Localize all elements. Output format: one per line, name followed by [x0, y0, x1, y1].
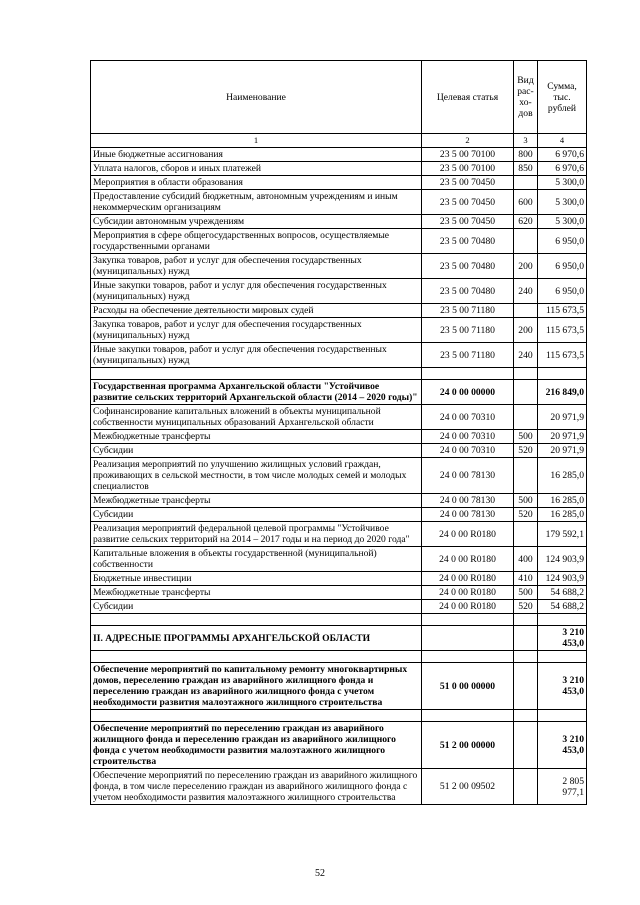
table-row: [91, 343, 587, 368]
row-name: Обеспечение мероприятий по переселению граждан из аварийного жилищного фонда и переселению граждан из аварийного жилищного фонда с учетом необходимости развития малоэтажного жилищного строительства: [91, 722, 422, 769]
row-expense-kind: 600: [514, 190, 538, 215]
row-expense-kind: 410: [514, 572, 538, 586]
row-expense-kind: [514, 304, 538, 318]
row-name: Иные бюджетные ассигнования: [91, 148, 422, 162]
row-name: Софинансирование капитальных вложений в объекты муниципальной собственности муниципальных образований Архангельской области: [91, 405, 422, 430]
row-target-article: 23 5 00 71180: [422, 343, 514, 368]
table-row: [91, 626, 587, 651]
index-4: 4: [538, 134, 587, 148]
row-sum: 179 592,1: [538, 522, 587, 547]
row-target-article: [422, 710, 514, 722]
table-row: [91, 458, 587, 494]
row-name: Иные закупки товаров, работ и услуг для обеспечения государственных (муниципальных) нужд: [91, 279, 422, 304]
index-3: 3: [514, 134, 538, 148]
row-sum: [538, 368, 587, 380]
row-name: Государственная программа Архангельской области "Устойчивое развитие сельских территорий Архангельской области (2014 – 2020 годы)": [91, 380, 422, 405]
row-name: Обеспечение мероприятий по переселению граждан из аварийного жилищного фонда, в том числе переселению граждан из аварийного жилищного фонда с учетом необходимости развития малоэтажного жилищного строительства: [91, 769, 422, 805]
row-sum: 16 285,0: [538, 508, 587, 522]
row-name: Межбюджетные трансферты: [91, 494, 422, 508]
row-name: Иные закупки товаров, работ и услуг для обеспечения государственных (муниципальных) нужд: [91, 343, 422, 368]
row-expense-kind: 240: [514, 343, 538, 368]
row-expense-kind: 500: [514, 494, 538, 508]
table-row: [91, 586, 587, 600]
row-sum: 2 805 977,1: [538, 769, 587, 805]
table-row: [91, 722, 587, 769]
row-target-article: 23 5 00 70450: [422, 215, 514, 229]
row-sum: 6 970,6: [538, 148, 587, 162]
row-expense-kind: [514, 614, 538, 626]
row-sum: 5 300,0: [538, 176, 587, 190]
row-expense-kind: 800: [514, 148, 538, 162]
row-name: Субсидии: [91, 600, 422, 614]
row-sum: [538, 710, 587, 722]
table-row: [91, 405, 587, 430]
row-target-article: 24 0 00 R0180: [422, 572, 514, 586]
row-sum: 115 673,5: [538, 343, 587, 368]
row-sum: 16 285,0: [538, 494, 587, 508]
table-row: [91, 508, 587, 522]
budget-table: [90, 60, 587, 805]
table-row: [91, 494, 587, 508]
row-target-article: 23 5 00 70480: [422, 229, 514, 254]
row-target-article: [422, 651, 514, 663]
row-expense-kind: [514, 176, 538, 190]
table-row: [91, 229, 587, 254]
row-expense-kind: [514, 710, 538, 722]
row-expense-kind: 240: [514, 279, 538, 304]
row-name: [91, 651, 422, 663]
row-expense-kind: 520: [514, 600, 538, 614]
row-expense-kind: [514, 458, 538, 494]
row-target-article: 23 5 00 70450: [422, 176, 514, 190]
row-sum: 115 673,5: [538, 318, 587, 343]
row-sum: 3 210 453,0: [538, 663, 587, 710]
row-target-article: 24 0 00 R0180: [422, 586, 514, 600]
row-expense-kind: 500: [514, 430, 538, 444]
table-row: [91, 304, 587, 318]
header-name: Наименование: [91, 61, 422, 134]
table-row: [91, 318, 587, 343]
row-name: Предоставление субсидий бюджетным, автономным учреждениям и иным некоммерческим организациям: [91, 190, 422, 215]
spacer-row: [91, 710, 587, 722]
row-name: Межбюджетные трансферты: [91, 430, 422, 444]
row-target-article: 23 5 00 70100: [422, 162, 514, 176]
row-target-article: 24 0 00 70310: [422, 405, 514, 430]
row-expense-kind: [514, 663, 538, 710]
row-name: Реализация мероприятий по улучшению жилищных условий граждан, проживающих в сельской местности, в том числе молодых семей и молодых специалистов: [91, 458, 422, 494]
row-sum: 6 950,0: [538, 229, 587, 254]
row-target-article: 24 0 00 R0180: [422, 522, 514, 547]
index-2: 2: [422, 134, 514, 148]
row-expense-kind: [514, 769, 538, 805]
row-sum: 20 971,9: [538, 405, 587, 430]
row-expense-kind: 520: [514, 444, 538, 458]
row-name: Мероприятия в области образования: [91, 176, 422, 190]
row-expense-kind: 620: [514, 215, 538, 229]
table-row: [91, 148, 587, 162]
row-sum: 3 210 453,0: [538, 626, 587, 651]
table-row: [91, 279, 587, 304]
table-row: [91, 522, 587, 547]
row-name: Обеспечение мероприятий по капитальному ремонту многоквартирных домов, переселению граждан из аварийного жилищного фонда и переселению граждан из аварийного жилищного фонда с учетом необходимости развития малоэтажного жилищного строительства: [91, 663, 422, 710]
table-row: [91, 663, 587, 710]
row-expense-kind: 400: [514, 547, 538, 572]
table-row: [91, 547, 587, 572]
row-sum: 216 849,0: [538, 380, 587, 405]
row-target-article: 24 0 00 R0180: [422, 547, 514, 572]
row-sum: 3 210 453,0: [538, 722, 587, 769]
header-target-article: Целевая статья: [422, 61, 514, 134]
table-row: [91, 430, 587, 444]
row-expense-kind: 200: [514, 254, 538, 279]
row-expense-kind: [514, 380, 538, 405]
row-name: Реализация мероприятий федеральной целевой программы "Устойчивое развитие сельских территорий на 2014 – 2017 годы и на период до 2020 года": [91, 522, 422, 547]
row-sum: 6 970,6: [538, 162, 587, 176]
row-target-article: [422, 626, 514, 651]
row-target-article: 51 2 00 00000: [422, 722, 514, 769]
row-target-article: 51 0 00 00000: [422, 663, 514, 710]
table-row: [91, 190, 587, 215]
table-row: [91, 176, 587, 190]
row-expense-kind: [514, 405, 538, 430]
row-name: Межбюджетные трансферты: [91, 586, 422, 600]
row-target-article: 23 5 00 71180: [422, 304, 514, 318]
row-name: II. АДРЕСНЫЕ ПРОГРАММЫ АРХАНГЕЛЬСКОЙ ОБЛАСТИ: [91, 626, 422, 651]
row-name: Закупка товаров, работ и услуг для обеспечения государственных (муниципальных) нужд: [91, 318, 422, 343]
row-name: Субсидии автономным учреждениям: [91, 215, 422, 229]
row-expense-kind: 200: [514, 318, 538, 343]
row-sum: 124 903,9: [538, 547, 587, 572]
row-target-article: 51 2 00 09502: [422, 769, 514, 805]
header-expense-kind: Вид рас-хо-дов: [514, 61, 538, 134]
table-row: [91, 254, 587, 279]
row-sum: 20 971,9: [538, 444, 587, 458]
row-sum: 54 688,2: [538, 600, 587, 614]
row-expense-kind: [514, 651, 538, 663]
row-target-article: 24 0 00 R0180: [422, 600, 514, 614]
row-name: Мероприятия в сфере общегосударственных вопросов, осуществляемые государственными органами: [91, 229, 422, 254]
row-name: Уплата налогов, сборов и иных платежей: [91, 162, 422, 176]
row-target-article: 24 0 00 78130: [422, 494, 514, 508]
row-sum: 54 688,2: [538, 586, 587, 600]
row-target-article: 24 0 00 78130: [422, 508, 514, 522]
row-target-article: 23 5 00 70480: [422, 254, 514, 279]
row-sum: 20 971,9: [538, 430, 587, 444]
row-target-article: 23 5 00 71180: [422, 318, 514, 343]
table-row: [91, 380, 587, 405]
row-expense-kind: [514, 522, 538, 547]
table-row: [91, 215, 587, 229]
row-target-article: 23 5 00 70480: [422, 279, 514, 304]
spacer-row: [91, 368, 587, 380]
table-index-row: [91, 134, 587, 148]
table-row: [91, 162, 587, 176]
row-sum: 16 285,0: [538, 458, 587, 494]
row-sum: [538, 651, 587, 663]
row-sum: 115 673,5: [538, 304, 587, 318]
row-name: [91, 368, 422, 380]
table-row: [91, 572, 587, 586]
table-row: [91, 600, 587, 614]
row-target-article: [422, 614, 514, 626]
row-expense-kind: [514, 368, 538, 380]
row-sum: 5 300,0: [538, 215, 587, 229]
row-name: Закупка товаров, работ и услуг для обеспечения государственных (муниципальных) нужд: [91, 254, 422, 279]
row-expense-kind: 520: [514, 508, 538, 522]
row-sum: 6 950,0: [538, 279, 587, 304]
row-sum: 124 903,9: [538, 572, 587, 586]
page-number: 52: [315, 868, 325, 879]
header-sum: Сумма, тыс. рублей: [538, 61, 587, 134]
row-target-article: 24 0 00 00000: [422, 380, 514, 405]
row-name: Капитальные вложения в объекты государственной (муниципальной) собственности: [91, 547, 422, 572]
spacer-row: [91, 614, 587, 626]
row-sum: 6 950,0: [538, 254, 587, 279]
table-row: [91, 769, 587, 805]
row-target-article: 24 0 00 78130: [422, 458, 514, 494]
row-name: Субсидии: [91, 508, 422, 522]
table-header-row: [91, 61, 587, 134]
index-1: 1: [91, 134, 422, 148]
spacer-row: [91, 651, 587, 663]
row-sum: 5 300,0: [538, 190, 587, 215]
row-name: Расходы на обеспечение деятельности мировых судей: [91, 304, 422, 318]
table-row: [91, 444, 587, 458]
row-target-article: 23 5 00 70450: [422, 190, 514, 215]
row-name: [91, 710, 422, 722]
row-expense-kind: 500: [514, 586, 538, 600]
row-target-article: 24 0 00 70310: [422, 444, 514, 458]
row-sum: [538, 614, 587, 626]
row-expense-kind: [514, 229, 538, 254]
row-target-article: [422, 368, 514, 380]
row-target-article: 24 0 00 70310: [422, 430, 514, 444]
row-expense-kind: [514, 626, 538, 651]
row-name: [91, 614, 422, 626]
row-expense-kind: 850: [514, 162, 538, 176]
row-name: Бюджетные инвестиции: [91, 572, 422, 586]
row-target-article: 23 5 00 70100: [422, 148, 514, 162]
row-name: Субсидии: [91, 444, 422, 458]
row-expense-kind: [514, 722, 538, 769]
